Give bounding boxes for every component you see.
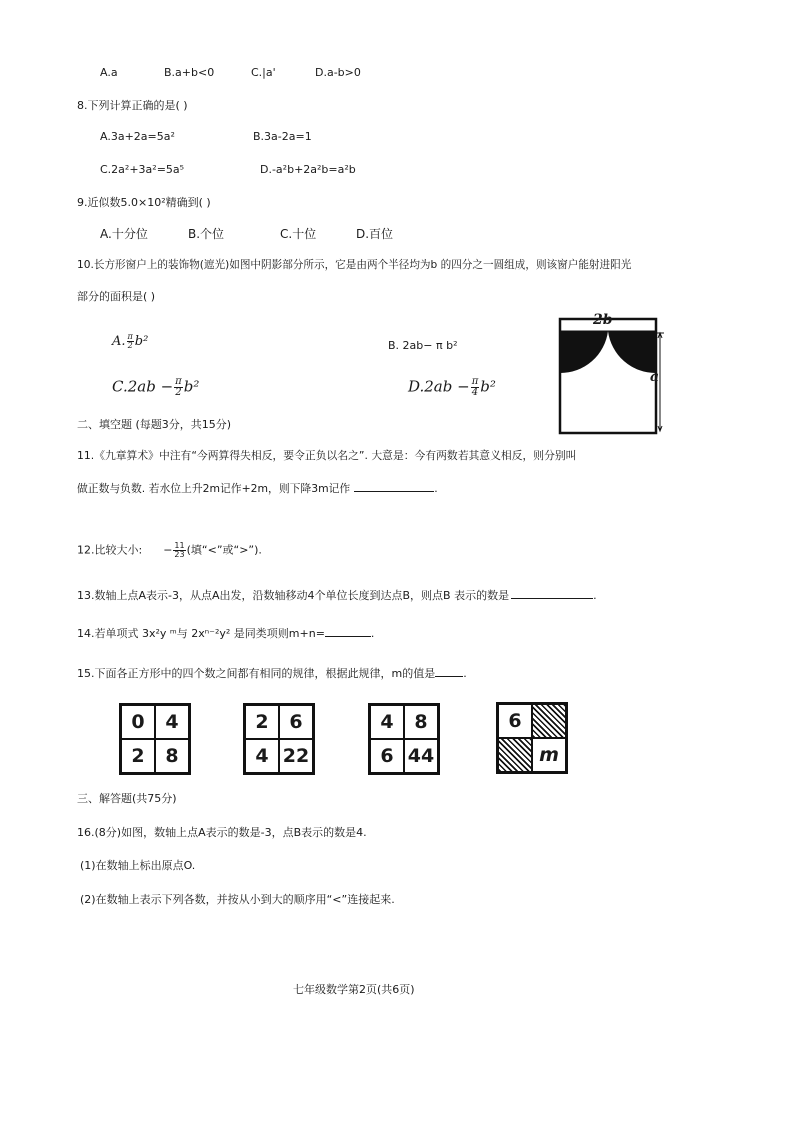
square-cell: 22 <box>279 739 313 773</box>
q11-line2: 做正数与负数. 若水位上升2m记作+2m，则下降3m记作 . <box>77 482 438 495</box>
pattern-square-1 <box>119 703 191 775</box>
q7-option-c: C.|a' <box>251 66 276 79</box>
q11-line1: 11.《九章算术》中注有“今两算得失相反，要令正负以名之”. 大意是：今有两数若其意义相反，则分别叫 <box>77 449 577 462</box>
square-cell: 44 <box>404 739 438 773</box>
q8-option-b: B.3a-2a=1 <box>253 130 312 143</box>
window-height-label: a <box>650 369 660 385</box>
q9-option-a: A.十分位 <box>100 227 148 241</box>
q15-answer-blank[interactable] <box>435 666 463 677</box>
q12-line: 12.比较大小: − $\frac{11}{23}$ (填“<”或“>”). <box>77 541 262 559</box>
square-cell: 6 <box>370 739 404 773</box>
unknown-m-cell: m <box>532 738 566 772</box>
q16-part2: (2)在数轴上表示下列各数，并按从小到大的顺序用“<”连接起来. <box>80 893 395 906</box>
q8-option-d: D.-a²b+2a²b=a²b <box>260 163 356 176</box>
q10-stem-line2: 部分的面积是( ) <box>77 290 156 303</box>
q8-stem: 8.下列计算正确的是( ) <box>77 99 188 112</box>
q10-option-b: B. 2ab− π b² <box>388 339 458 352</box>
q9-option-d: D.百位 <box>356 227 394 241</box>
q16-part1: (1)在数轴上标出原点O. <box>80 859 196 872</box>
section2-heading: 二、填空题 (每题3分，共15分) <box>77 418 232 431</box>
pattern-square-3 <box>368 703 440 775</box>
page-footer: 七年级数学第2页(共6页) <box>293 983 415 996</box>
square-cell: 8 <box>155 739 189 773</box>
square-cell: 2 <box>121 739 155 773</box>
section3-heading: 三、解答题(共75分) <box>77 792 177 805</box>
square-cell: 2 <box>245 705 279 739</box>
square-cell: 4 <box>245 739 279 773</box>
q8-option-c: C.2a²+3a²=5a⁵ <box>100 163 185 176</box>
q9-option-b: B.个位 <box>188 227 225 241</box>
square-cell: 0 <box>121 705 155 739</box>
q13-line: 13.数轴上点A表示-3，从点A出发，沿数轴移动4个单位长度到达点B，则点B 表示的数是 . <box>77 589 597 602</box>
q7-option-b: B.a+b<0 <box>164 66 215 79</box>
q8-option-a: A.3a+2a=5a² <box>100 130 175 143</box>
square-cell: 6 <box>498 704 532 738</box>
q16-stem: 16.(8分)如图，数轴上点A表示的数是-3，点B表示的数是4. <box>77 826 367 839</box>
square-cell: 6 <box>279 705 313 739</box>
square-cell: 4 <box>370 705 404 739</box>
q10-option-a: A. $\frac{\pi}{2}$ b² <box>112 332 149 350</box>
q15-line: 15.下面各正方形中的四个数之间都有相同的规律，根据此规律，m的值是 . <box>77 667 467 680</box>
q10-stem-line1: 10.长方形窗户上的装饰物(遮光)如图中阴影部分所示，它是由两个半径均为b 的四分之一圆组成，则该窗户能射进阳光 <box>77 259 632 271</box>
q14-answer-blank[interactable] <box>325 626 371 637</box>
q9-option-c: C.十位 <box>280 227 317 241</box>
pattern-square-4 <box>496 702 568 774</box>
hatched-cell <box>498 738 532 772</box>
q10-option-c: C.2ab − $\frac{\pi}{2}$ b² <box>112 376 200 398</box>
q10-option-d: D.2ab − $\frac{\pi}{4}$ b² <box>408 376 496 398</box>
hatched-cell <box>532 704 566 738</box>
q9-stem: 9.近似数5.0×10²精确到( ) <box>77 196 211 209</box>
q7-option-a: A.a <box>100 66 118 79</box>
q11-answer-blank[interactable] <box>354 481 434 492</box>
window-width-label: 2b <box>593 312 613 328</box>
q14-line: 14.若单项式 3x²y ᵐ与 2xⁿ⁻²y² 是同类项则m+n= . <box>77 627 375 640</box>
square-cell: 8 <box>404 705 438 739</box>
square-cell: 4 <box>155 705 189 739</box>
pattern-square-2 <box>243 703 315 775</box>
q7-option-d: D.a-b>0 <box>315 66 361 79</box>
q13-answer-blank[interactable] <box>511 588 593 599</box>
